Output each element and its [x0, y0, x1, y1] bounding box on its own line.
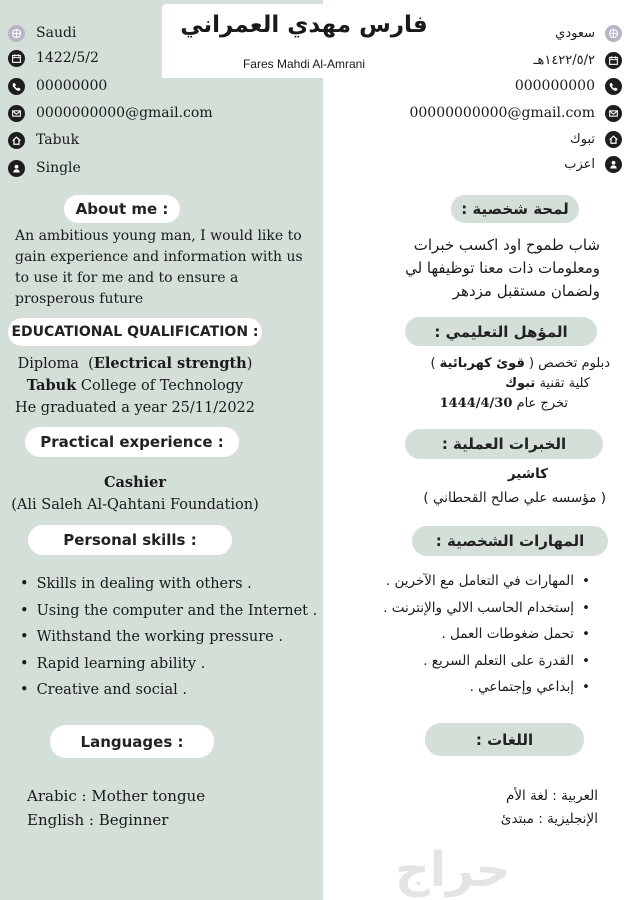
education-diploma-ar: دبلوم تخصص ( قوئ كهربائية )	[430, 356, 610, 371]
about-line-ar: ومعلومات ذات معنا توظيفها لي	[405, 259, 600, 277]
nationality-value-ar: سعودي	[555, 25, 595, 41]
city-value: Tabuk	[36, 132, 80, 148]
phone-icon	[8, 78, 25, 95]
skill-item: • Creative and social .	[20, 677, 320, 704]
skill-item-ar: • إستخدام الحاسب الالي والإنترنت .	[330, 595, 590, 622]
skill-item: • Using the computer and the Internet .	[20, 598, 320, 625]
languages-list-ar	[358, 785, 598, 831]
education-heading: EDUCATIONAL QUALIFICATION :	[8, 318, 262, 346]
watermark: حراج	[395, 842, 511, 898]
skill-item: • Skills in dealing with others .	[20, 571, 320, 598]
contact-email	[8, 103, 213, 123]
languages-list	[27, 784, 307, 832]
education-graduation-ar: تخرج عام 1444/4/30	[439, 396, 568, 411]
experience-heading-ar: الخبرات العملية :	[405, 429, 603, 459]
name-arabic: فارس مهدي العمراني	[180, 12, 428, 38]
about-line: gain experience and information with us	[15, 249, 303, 265]
education-details-ar	[372, 354, 612, 414]
status-value-ar: اعزب	[564, 156, 595, 172]
home-icon	[605, 131, 622, 148]
phone-value: 00000000	[36, 78, 108, 94]
experience-job-ar: كاشير	[507, 466, 548, 482]
city-value-ar: تبوك	[570, 131, 595, 147]
about-line: to use it for me and to ensure a	[15, 270, 239, 286]
email-icon	[605, 105, 622, 122]
globe-icon	[8, 25, 25, 42]
about-line: An ambitious young man, I would like to	[15, 228, 302, 244]
phone-icon	[605, 78, 622, 95]
skill-item-ar: • تحمل ضغوطات العمل .	[330, 621, 590, 648]
experience-company: (Ali Saleh Al-Qahtani Foundation)	[11, 497, 259, 513]
about-line-ar: ولضمان مستقبل مزدهر	[452, 282, 600, 300]
home-icon	[8, 132, 25, 149]
contact-city	[8, 130, 79, 150]
experience-details-ar	[346, 462, 606, 510]
contact-nationality	[8, 23, 76, 43]
nationality-value: Saudi	[36, 25, 77, 41]
skill-item-ar: • المهارات في التعامل مع الآخرين .	[330, 568, 590, 595]
contact-status-ar	[564, 154, 622, 174]
contact-status	[8, 158, 81, 178]
globe-icon	[605, 25, 622, 42]
education-college-ar: كلية تقنية تبوك	[505, 376, 590, 391]
email-value-ar: 00000000000@gmail.com	[409, 105, 595, 121]
contact-email-ar	[409, 103, 622, 123]
skill-item-ar: • إبداعي وإجتماعي .	[330, 674, 590, 701]
contact-phone-ar	[515, 76, 622, 96]
language-item-ar: العربية : لغة الأم	[506, 788, 598, 804]
email-icon	[8, 105, 25, 122]
birth-date-value-ar: ١٤٢٢/٥/٢هـ	[533, 52, 595, 68]
person-icon	[605, 156, 622, 173]
skill-item-ar: • القدرة على التعلم السريع .	[330, 648, 590, 675]
phone-value-ar: 000000000	[514, 78, 595, 94]
email-value: 0000000000@gmail.com	[36, 105, 213, 121]
about-line: prosperous future	[15, 291, 144, 307]
languages-heading-ar: اللغات :	[425, 723, 584, 756]
about-text	[15, 226, 315, 310]
languages-heading: Languages :	[50, 725, 214, 758]
education-heading-ar: المؤهل التعليمي :	[405, 317, 597, 346]
skill-item: • Withstand the working pressure .	[20, 624, 320, 651]
contact-nationality-ar	[555, 23, 622, 43]
skills-list-ar	[330, 568, 590, 701]
about-line-ar: شاب طموح اود اكسب خبرات	[413, 236, 600, 254]
calendar-icon	[8, 50, 25, 67]
skills-heading-ar: المهارات الشخصية :	[412, 526, 608, 556]
education-details	[0, 353, 270, 419]
language-item: English : Beginner	[27, 811, 169, 829]
status-value: Single	[36, 160, 81, 176]
contact-phone	[8, 76, 107, 96]
education-college: Tabuk College of Technology	[26, 377, 244, 394]
experience-details	[0, 471, 270, 517]
skill-item: • Rapid learning ability .	[20, 651, 320, 678]
calendar-icon	[605, 52, 622, 69]
skills-list	[20, 571, 320, 704]
education-graduation: He graduated a year 25/11/2022	[14, 400, 256, 416]
birth-date-value: 1422/5/2	[36, 50, 99, 66]
about-heading-ar: لمحة شخصية :	[451, 195, 579, 223]
about-text-ar	[340, 234, 600, 303]
language-item: Arabic : Mother tongue	[27, 787, 206, 805]
person-icon	[8, 160, 25, 177]
experience-company-ar: ( مؤسسه علي صالح القحطاني )	[423, 490, 606, 506]
contact-birth-date	[8, 48, 99, 68]
name-english: Fares Mahdi Al-Amrani	[242, 57, 366, 71]
contact-birth-date-ar	[534, 50, 622, 70]
experience-job: Cashier	[103, 474, 166, 491]
skills-heading: Personal skills :	[28, 525, 232, 555]
experience-heading: Practical experience :	[25, 427, 239, 457]
contact-city-ar	[570, 129, 622, 149]
about-heading: About me :	[64, 195, 180, 223]
education-diploma: Diploma (Electrical strength)	[17, 355, 253, 372]
language-item-ar: الإنجليزية : مبتدئ	[500, 811, 598, 827]
